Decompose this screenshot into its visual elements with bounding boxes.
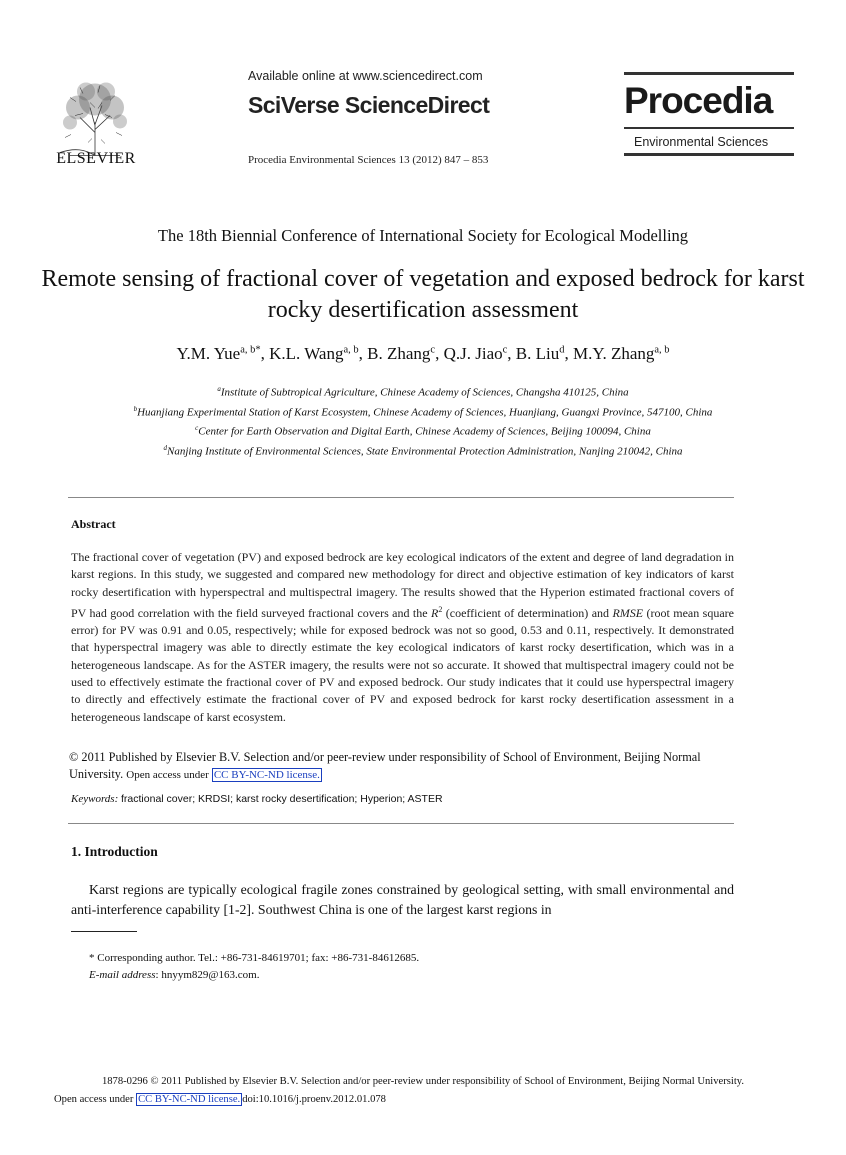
available-online-text: Available online at www.sciencedirect.com	[248, 69, 483, 83]
author-name: Y.M. Yue	[176, 344, 241, 363]
affiliation-text: Huanjiang Experimental Station of Karst Ecosystem, Chinese Academy of Sciences, Huanjiang, Guangxi Province, 547100, China	[137, 406, 713, 419]
footnote-rule	[71, 931, 137, 932]
affiliation-mark: a	[217, 385, 221, 393]
author-affiliation-mark: a, b	[654, 344, 670, 356]
author-name: M.Y. Zhang	[573, 344, 655, 363]
affiliation-text: Nanjing Institute of Environmental Sciences, State Environmental Protection Administration, Nanjing 210042, China	[166, 445, 683, 458]
affiliation-mark: b	[133, 404, 138, 413]
corresponding-author-footnote: * Corresponding author. Tel.: +86-731-84619701; fax: +86-731-84612685.	[89, 952, 420, 964]
author-name: Q.J. Jiao	[443, 344, 503, 363]
email-footnote: E-mail address: hnyym829@163.com.	[89, 969, 260, 981]
publisher-wordmark: ELSEVIER	[56, 150, 136, 167]
affiliation-text: Institute of Subtropical Agriculture, Chinese Academy of Sciences, Changsha 410125, China	[220, 386, 629, 399]
conference-name: The 18th Biennial Conference of International Society for Ecological Modelling	[157, 226, 689, 245]
affiliation-mark: c	[195, 424, 199, 433]
footer-copyright: 1878-0296 © 2011 Published by Elsevier B.V. Selection and/or peer-review under responsibility of School of Environment, Beijing Normal University.	[101, 1076, 745, 1087]
author-affiliation-mark: a, b*	[240, 344, 261, 356]
affiliation-list	[0, 381, 846, 460]
affiliation-item	[0, 440, 846, 460]
footer-license-link[interactable]: CC BY-NC-ND license.	[138, 1094, 241, 1105]
author-name: B. Zhang	[367, 344, 431, 363]
open-access-label: Open access under	[126, 769, 209, 781]
abstract-body: The fractional cover of vegetation (PV) and exposed bedrock are key ecological indicators of the extent and degree of land degradation in karst regions. In this study, we suggested and compared new methodology for direct and objective estimation of key indicators of karst rocky desertification with hyperspectral and multispectral imagery. The results showed that the Hyperion estimated fractional covers of PV had good correlation with the field surveyed fractional covers and the $R^2$ (coefficient of determination) and RMSE (root mean square error) for PV was 0.91 and 0.05, respectively; while for exposed bedrock was not so good, 0.53 and 0.11, respectively. It demonstrated that hyperspectral imagery was able to directly estimate the key ecological indicators of karst rocky desertification, which was in a heterogeneous landscape. As for the ASTER imagery, the results were not so accurate. It showed that multispectral imagery could not be used to effectively estimate the fractional cover of PV and exposed bedrock. Our study indicates that it could use hyperspectral imagery to directly and effectively estimate the fractional cover of PV and exposed bedrock for karst rocky desertification assessment in a heterogeneous landscape of karst ecosystem.	[71, 550, 734, 724]
affiliation-item	[0, 420, 846, 440]
keywords-label: Keywords:	[71, 793, 119, 805]
affiliation-item	[0, 401, 846, 421]
author-name: B. Liu	[515, 344, 560, 363]
author-affiliation-mark: a, b	[343, 344, 359, 356]
procedia-divider	[624, 127, 794, 129]
doi[interactable]: doi:10.1016/j.proenv.2012.01.078	[242, 1094, 386, 1105]
abstract-bottom-rule	[68, 823, 734, 824]
abstract-heading: Abstract	[71, 517, 116, 531]
journal-citation: Procedia Environmental Sciences 13 (2012) 847 – 853	[248, 154, 489, 166]
affiliation-mark: d	[163, 443, 167, 452]
paper-title: Remote sensing of fractional cover of vegetation and exposed bedrock for karst rocky desertification assessment	[41, 266, 805, 323]
copyright-notice: © 2011 Published by Elsevier B.V. Selection and/or peer-review under responsibility of School of Environment, Beijing Normal University. Open access under CC BY-NC-ND license.	[69, 750, 701, 781]
affiliation-text: Center for Earth Observation and Digital Earth, Chinese Academy of Sciences, Beijing 100094, China	[198, 425, 651, 438]
author-name: K.L. Wang	[269, 344, 344, 363]
author-affiliation-mark: d	[559, 344, 565, 356]
procedia-wordmark: Procedia	[624, 80, 773, 121]
keywords	[71, 793, 443, 805]
author-affiliation-mark: c	[430, 344, 436, 356]
author-affiliation-mark: c	[502, 344, 508, 356]
procedia-subtitle: Environmental Sciences	[634, 135, 769, 149]
footer-license-doi: Open access under CC BY-NC-ND license. doi:10.1016/j.proenv.2012.01.078	[54, 1094, 386, 1105]
section-heading-introduction: 1. Introduction	[71, 844, 158, 859]
introduction-paragraph: Karst regions are typically ecological fragile zones constrained by geological setting, with small environmental and anti-interference capability [1-2]. Southwest China is one of the largest karst regions in	[71, 882, 734, 917]
sciverse-wordmark: SciVerse ScienceDirect	[248, 92, 490, 118]
affiliation-item	[0, 381, 846, 401]
author-list: Y.M. Yue$^{a, b*}$, K.L. Wang$^{a, b}$, B. Zhang$^c$, Q.J. Jiao$^c$, B. Liu$^d$, M.Y. Zhang$^{a, b}$	[176, 344, 670, 363]
abstract-top-rule	[68, 497, 734, 498]
procedia-top-bar	[624, 72, 794, 75]
license-link[interactable]: CC BY-NC-ND license.	[213, 769, 320, 781]
keywords-text: fractional cover; KRDSI; karst rocky desertification; Hyperion; ASTER	[121, 793, 443, 805]
procedia-bottom-bar	[624, 153, 794, 156]
